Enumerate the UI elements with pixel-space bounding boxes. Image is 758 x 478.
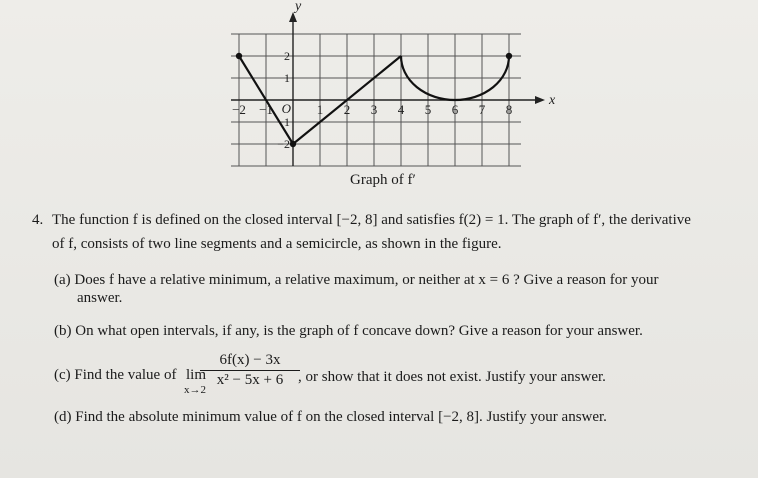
x-axis-arrow bbox=[535, 96, 545, 104]
x-tick-label: 5 bbox=[424, 102, 432, 117]
fraction-numerator: 6f(x) − 3x bbox=[200, 352, 300, 371]
origin-label: O bbox=[281, 101, 291, 116]
part-d: (d) Find the absolute minimum value of f on the closed interval [−2, 8]. Justify your answer. bbox=[54, 409, 607, 425]
question-number: 4. bbox=[32, 212, 44, 228]
x-tick-label: 2 bbox=[343, 102, 351, 117]
part-c-suffix: , or show that it does not exist. Justify your answer. bbox=[298, 369, 606, 385]
endpoint-dot bbox=[290, 141, 296, 147]
endpoint-dot bbox=[506, 53, 512, 59]
derivative-graph bbox=[0, 0, 758, 200]
y-axis-label: y bbox=[295, 0, 302, 14]
x-tick-label: 7 bbox=[478, 102, 486, 117]
x-tick-label: 6 bbox=[451, 102, 459, 117]
part-c-prefix: (c) Find the value of bbox=[54, 367, 177, 383]
part-b: (b) On what open intervals, if any, is the graph of f concave down? Give a reason for your answer. bbox=[54, 323, 643, 339]
limit-symbol: lim bbox=[186, 367, 207, 383]
y-tick-label: −1 bbox=[277, 115, 290, 129]
question-intro-line1: The function f is defined on the closed interval [−2, 8] and satisfies f(2) = 1. The graph of f′, the derivative bbox=[52, 212, 691, 228]
x-tick-label: 4 bbox=[397, 102, 405, 117]
y-tick-label: 2 bbox=[284, 49, 290, 63]
part-a-line1: (a) Does f have a relative minimum, a relative maximum, or neither at x = 6 ? Give a reason for your bbox=[54, 272, 659, 288]
x-tick-label: −1 bbox=[259, 102, 273, 117]
x-tick-label: −2 bbox=[232, 102, 246, 117]
fraction-denominator: x² − 5x + 6 bbox=[216, 372, 284, 388]
limit-subscript: x→2 bbox=[184, 384, 206, 396]
question-intro-line2: of f, consists of two line segments and a semicircle, as shown in the figure. bbox=[52, 236, 502, 252]
limit-fraction bbox=[200, 352, 300, 389]
x-tick-label: 1 bbox=[316, 102, 324, 117]
x-axis-label: x bbox=[549, 93, 556, 108]
graph-caption: Graph of f′ bbox=[350, 172, 416, 188]
x-tick-label: 3 bbox=[370, 102, 378, 117]
part-a-line2: answer. bbox=[77, 290, 123, 306]
x-tick-label: 8 bbox=[505, 102, 513, 117]
y-tick-label: 1 bbox=[284, 71, 290, 85]
endpoint-dot bbox=[236, 53, 242, 59]
y-tick-label: −2 bbox=[277, 137, 290, 151]
